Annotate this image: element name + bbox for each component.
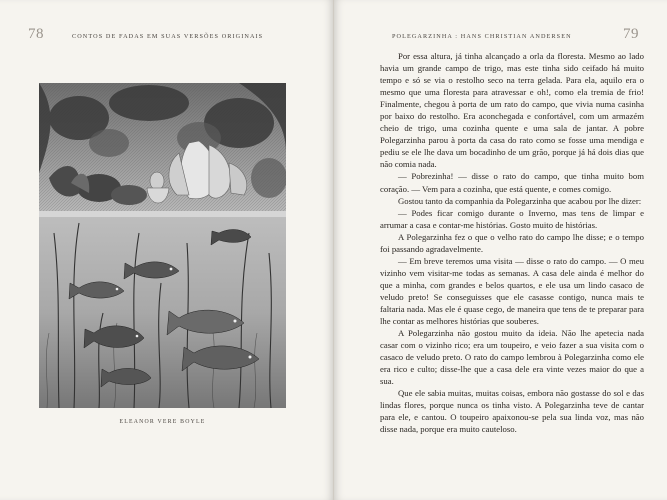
illustration-caption: ELEANOR VERE BOYLE [119, 419, 206, 425]
right-page [334, 0, 667, 500]
paragraph: Por essa altura, já tinha alcançado a orla da floresta. Mesmo ao lado havia um grande campo de trigo, mas este tinha sido ceifado há muito tempo e só se via o restolho seco na terra gelada. Para ela, aquilo era o mesmo que uma floresta para atravessar e oh!, como ela tremia de frio! Finalmente, chegou à porta de um rato do campo, que vivia numa casinha por baixo do restolho. Era aconchegada e confortável, com um armazém cheio de trigo, uma cozinha quente e uma sala de jantar. A pobre Polegarzinha parou à porta da casa do rato como se fosse uma mendiga e pediu se ele lhe dava um bocadinho de um grão, porque já há dois dias que não comia nada. [380, 51, 644, 170]
illustration-pond-flowers-fish-icon [39, 83, 286, 408]
running-head-right: POLEGARZINHA : HANS CHRISTIAN ANDERSEN [392, 33, 572, 40]
page-number-right: 79 [623, 26, 639, 42]
page-number-left: 78 [28, 26, 44, 42]
paragraph: A Polegarzinha fez o que o velho rato do campo lhe disse; e o tempo foi passando agradavelmente. [380, 231, 644, 254]
paragraph: A Polegarzinha não gostou muito da ideia. Não lhe apetecia nada casar com o vizinho rico; era um toupeiro, e veio fazer a sua visita com o casaco de veludo preto. O rato do campo lembrou à Polegarzinha como ele era rico e culto; disse-lhe que a casa dele era vinte vezes maior do que a sua. [380, 328, 644, 387]
paragraph: — Pobrezinha! — disse o rato do campo, que tinha muito bom coração. — Vem para a cozinha, que está quente, e comes comigo. [380, 171, 644, 194]
running-head-left: CONTOS DE FADAS EM SUAS VERSÕES ORIGINAIS [72, 33, 264, 40]
paragraph: Que ele sabia muitas, muitas coisas, embora não gostasse do sol e das lindas flores, porque nunca os tinha visto. A Polegarzinha teve de cantar para ele, e cantou. O toupeiro apaixonou-se pela sua linda voz, mas não disse nada, porque era muito cauteloso. [380, 388, 644, 435]
paragraph: Gostou tanto da companhia da Polegarzinha que acabou por lhe dizer: [398, 195, 642, 206]
paragraph: — Podes ficar comigo durante o Inverno, mas tens de limpar e arrumar a casa e contar-me histórias. Gosto muito de histórias. [380, 207, 644, 230]
paragraph: — Em breve teremos uma visita — disse o rato do campo. — O meu vizinho vem visitar-me todas as semanas. A casa dele ainda é melhor do que a minha, com grandes e belos quartos, e ele usa um lindo casaco de veludo preto! Se conseguisses que ele casasse contigo, nunca mais te faltaria nada. Mas ele é quase cego, de maneira que tens de te preparar para lhe contar as melhores histórias que souberes. [380, 255, 644, 327]
left-page [0, 0, 333, 500]
body-text [380, 50, 644, 436]
